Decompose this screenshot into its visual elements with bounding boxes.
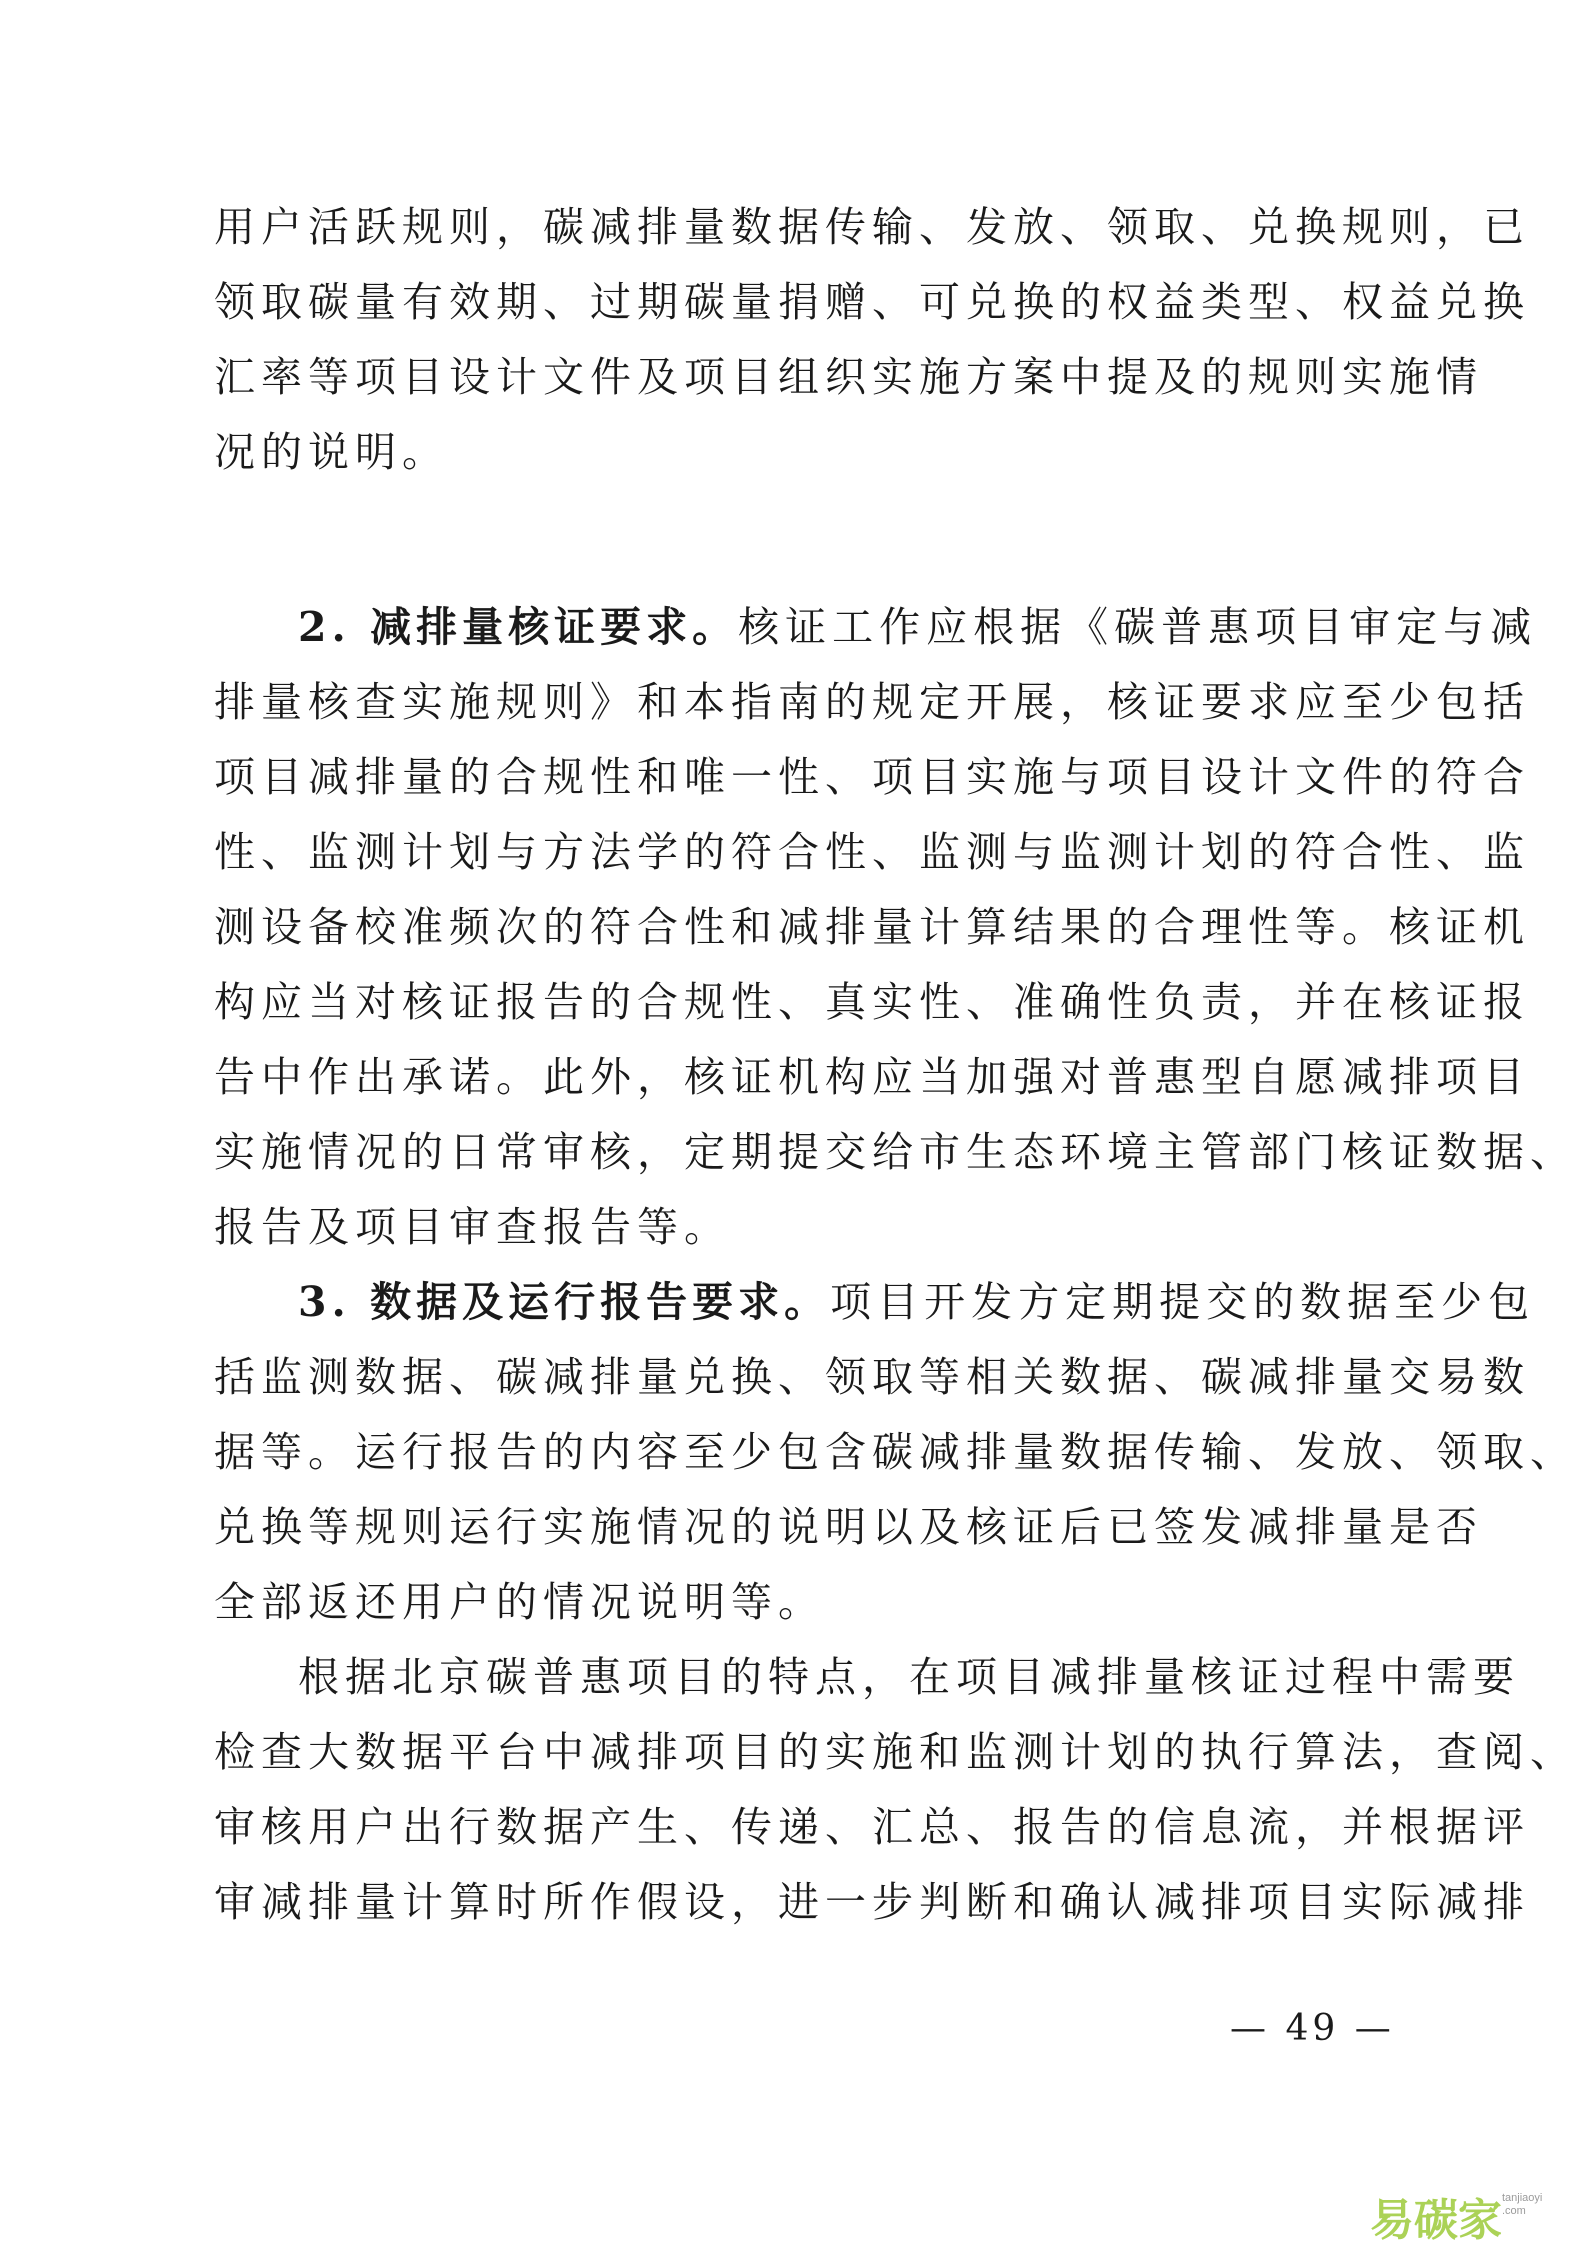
paragraph-2-line: 告中作出承诺。此外，核证机构应当加强对普惠型自愿减排项目 [214,1053,1530,1101]
watermark-site-line-1: tanjiaoyi [1502,2192,1543,2204]
paragraph-1-line: 领取碳量有效期、过期碳量捐赠、可兑换的权益类型、权益兑换 [214,278,1530,326]
paragraph-3-line: 括监测数据、碳减排量兑换、领取等相关数据、碳减排量交易数 [214,1353,1530,1401]
paragraph-1-line: 用户活跃规则，碳减排量数据传输、发放、领取、兑换规则，已 [214,203,1530,251]
paragraph-1 [214,190,1530,490]
watermark-site [1502,2192,1542,2218]
paragraph-2-line: 构应当对核证报告的合规性、真实性、准确性负责，并在核证报 [214,978,1530,1026]
watermark-logo [1370,2180,1570,2246]
paragraph-3 [214,1265,1577,1640]
paragraph-3-first-line [214,1265,1536,1340]
paragraph-4-line: 审核用户出行数据产生、传递、汇总、报告的信息流，并根据评 [214,1803,1530,1851]
paragraph-1-line: 况的说明。 [214,428,449,476]
paragraph-2-line: 性、监测计划与方法学的符合性、监测与监测计划的符合性、监 [214,828,1530,876]
paragraph-1-line: 汇率等项目设计文件及项目组织实施方案中提及的规则实施情 [214,353,1483,401]
paragraph-2-heading: 2. 减排量核证要求。 [298,603,739,651]
paragraph-3-heading: 3. 数据及运行报告要求。 [298,1278,831,1326]
paragraph-2-first-line [214,590,1538,665]
paragraph-2-line: 项目减排量的合规性和唯一性、项目实施与项目设计文件的符合 [214,753,1530,801]
paragraph-4-line: 检查大数据平台中减排项目的实施和监测计划的执行算法，查阅、 [214,1728,1577,1776]
paragraph-3-line: 兑换等规则运行实施情况的说明以及核证后已签发减排量是否 [214,1503,1483,1551]
watermark-site-line-2: .com [1502,2205,1526,2217]
paragraph-2-line: 测设备校准频次的符合性和减排量计算结果的合理性等。核证机 [214,903,1530,951]
paragraph-2-first-line-text: 核证工作应根据《碳普惠项目审定与减 [738,603,1538,651]
paragraph-2-line: 实施情况的日常审核，定期提交给市生态环境主管部门核证数据、 [214,1128,1577,1176]
paragraph-3-line: 据等。运行报告的内容至少包含碳减排量数据传输、发放、领取、 [214,1428,1577,1476]
paragraph-2 [214,590,1577,1265]
paragraph-3-first-line-text: 项目开发方定期提交的数据至少包 [830,1278,1536,1326]
paragraph-2-line: 报告及项目审查报告等。 [214,1203,731,1251]
watermark-brand: 易碳家 [1370,2195,1502,2246]
paragraph-3-line: 全部返还用户的情况说明等。 [214,1578,825,1626]
paragraph-2-line: 排量核查实施规则》和本指南的规定开展，核证要求应至少包括 [214,678,1530,726]
paragraph-4-line: 审减排量计算时所作假设，进一步判断和确认减排项目实际减排 [214,1878,1530,1926]
paragraph-4-first-line: 根据北京碳普惠项目的特点，在项目减排量核证过程中需要 [298,1653,1520,1701]
page-number: — 49 — [1230,2008,1395,2049]
paragraph-4 [214,1640,1577,1940]
